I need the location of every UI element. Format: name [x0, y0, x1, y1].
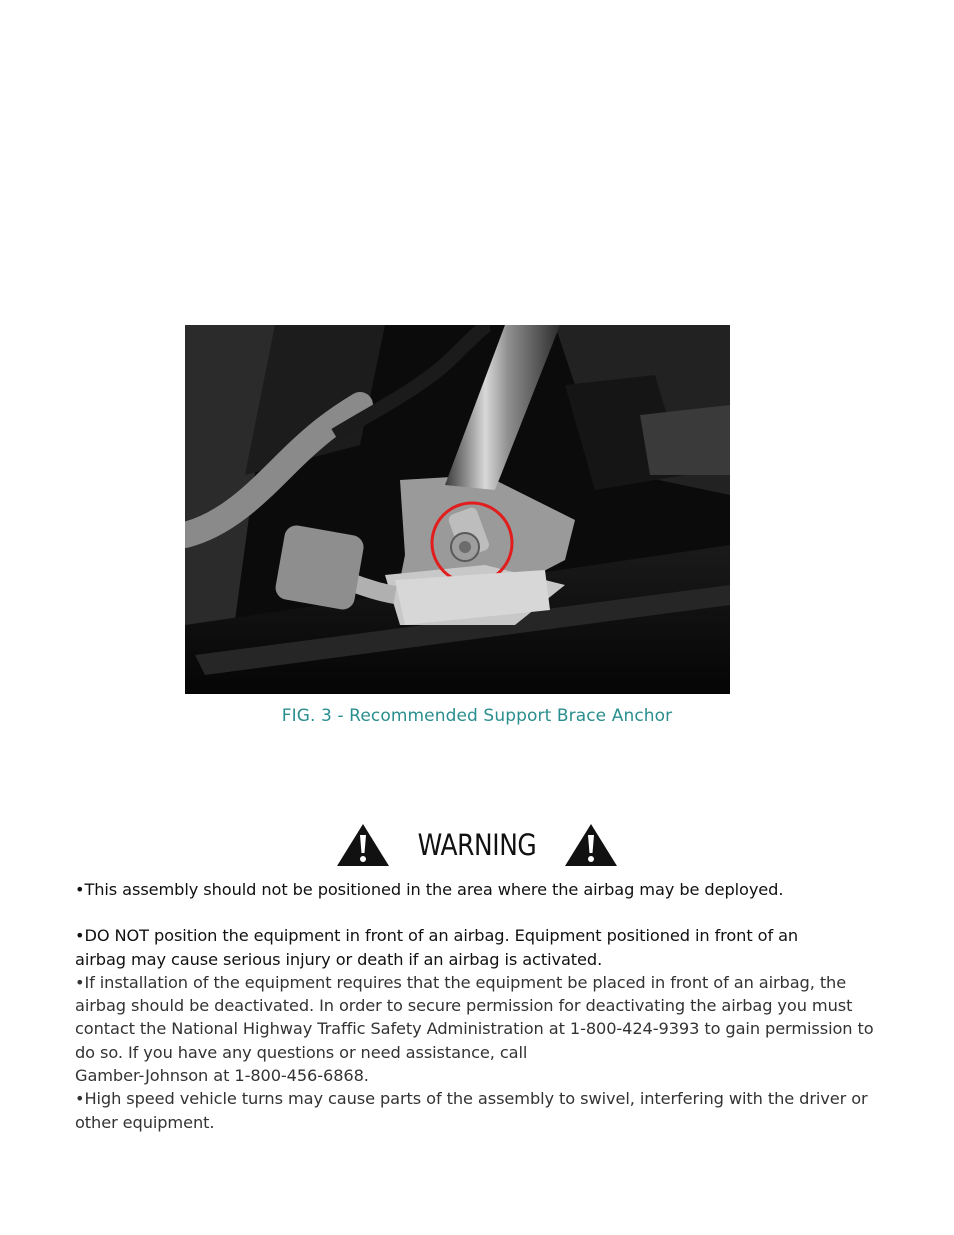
warning-item-deactivate-airbag: •If installation of the equipment requires that the equipment be placed in front of an airbag, the airbag should be deactivated. In order to secure permission for deactivating the airbag you must contact the National Highway Traffic Safety Administration at 1-800-424-9393 to gain permission to do so. If you have any questions or need assistance, call Gamber-Johnson at 1-800-456-6868. — [75, 972, 874, 1086]
figure-photo — [185, 325, 730, 694]
warning-item-high-speed-turns: •High speed vehicle turns may cause parts of the assembly to swivel, interfering with the driver or other equipment. — [75, 1089, 868, 1132]
warning-list — [75, 878, 885, 1134]
warning-item-airbag-area: •This assembly should not be positioned in the area where the airbag may be deployed. — [75, 880, 784, 899]
warning-item-do-not-position: •DO NOT position the equipment in front of an airbag. Equipment positioned in front of an airbag may cause serious injury or death if an airbag is activated. — [75, 926, 799, 969]
warning-triangle-icon — [564, 822, 618, 868]
warning-header — [0, 822, 954, 868]
figure-caption: FIG. 3 - Recommended Support Brace Anchor — [281, 706, 673, 726]
photo-illustration — [185, 325, 730, 694]
warning-title: WARNING — [417, 828, 537, 862]
warning-triangle-icon — [336, 822, 390, 868]
